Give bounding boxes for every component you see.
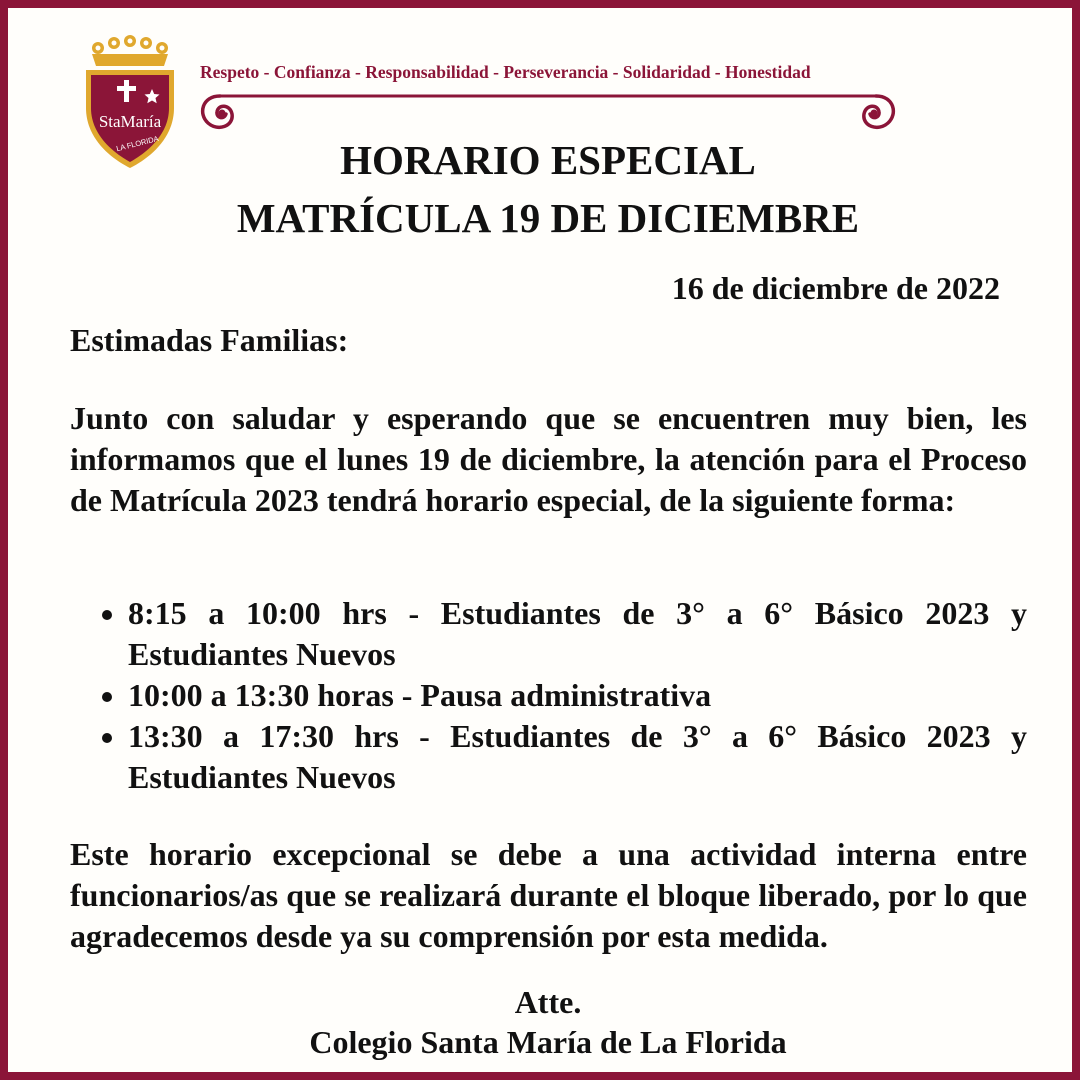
closing-paragraph: Este horario excepcional se debe a una actividad interna entre funcionarios/as que se realizará durante el bloque liberado, por lo que agradecemos desde ya su comprensión por esta medida.: [70, 836, 1027, 954]
logo-wordmark: StaMaría: [98, 112, 162, 131]
school-values: Respeto - Confianza - Responsabilidad - Perseverancia - Solidaridad - Honestidad: [200, 62, 811, 82]
logo-subtitle: LA FLORIDA: [115, 133, 160, 154]
swirl-left-icon: [203, 96, 233, 127]
page-title-line-2: MATRÍCULA 19 DE DICIEMBRE: [236, 195, 860, 241]
schedule-item: • 10:00 a 13:30 horas - Pausa administrativa: [128, 675, 1027, 716]
crown-icon: [92, 35, 168, 66]
signature-school: Colegio Santa María de La Florida: [309, 1024, 787, 1060]
signature-atte: Atte.: [514, 984, 582, 1020]
greeting: Estimadas Familias:: [70, 322, 349, 358]
swirl-right-icon: [864, 96, 894, 127]
decorative-divider: [198, 90, 898, 134]
schedule-item: • 13:30 a 17:30 hrs - Estudiantes de 3° a 6° Básico 2023 y Estudiantes Nuevos: [128, 716, 1027, 798]
intro-paragraph: Junto con saludar y esperando que se encuentren muy bien, les informamos que el lunes 19 de diciembre, la atención para el Proceso de Matrícula 2023 tendrá horario especial, de la siguiente forma:: [70, 400, 1027, 518]
schedule-item: • 8:15 a 10:00 hrs - Estudiantes de 3° a 6° Básico 2023 y Estudiantes Nuevos: [128, 593, 1027, 675]
schedule-list: [70, 593, 1027, 798]
notice-date: 16 de diciembre de 2022: [671, 270, 1000, 306]
page-title-line-1: HORARIO ESPECIAL: [340, 137, 756, 183]
